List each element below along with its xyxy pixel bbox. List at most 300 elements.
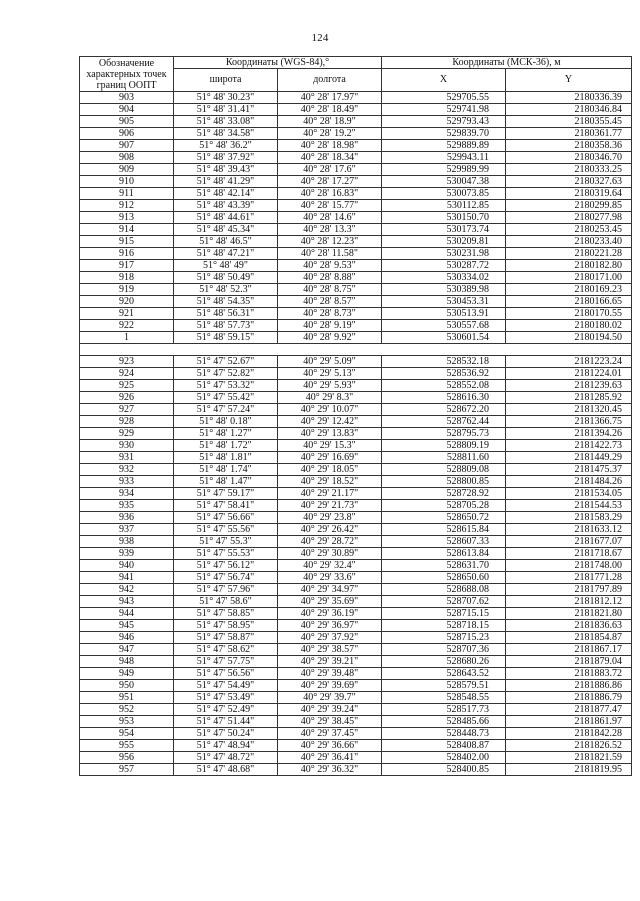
y-coordinate-cell: 2181633.12 <box>506 524 632 536</box>
table-row <box>80 284 632 296</box>
latitude-cell: 51° 47' 52.49" <box>174 704 278 716</box>
latitude-cell: 51° 48' 49" <box>174 260 278 272</box>
header-wgs84-group: Координаты (WGS-84),° <box>174 57 382 69</box>
longitude-cell: 40° 28' 16.83" <box>278 188 382 200</box>
table-row <box>80 392 632 404</box>
longitude-cell: 40° 28' 18.34" <box>278 152 382 164</box>
x-coordinate-cell: 528715.15 <box>382 608 506 620</box>
latitude-cell: 51° 48' 56.31" <box>174 308 278 320</box>
point-id-cell: 954 <box>80 728 174 740</box>
y-coordinate-cell: 2181718.67 <box>506 548 632 560</box>
longitude-cell: 40° 29' 15.3" <box>278 440 382 452</box>
point-id-cell: 920 <box>80 296 174 308</box>
latitude-cell: 51° 47' 55.42" <box>174 392 278 404</box>
point-id-cell: 930 <box>80 440 174 452</box>
y-coordinate-cell: 2181320.45 <box>506 404 632 416</box>
longitude-cell: 40° 29' 5.09" <box>278 356 382 368</box>
y-coordinate-cell: 2180319.64 <box>506 188 632 200</box>
latitude-cell: 51° 48' 36.2" <box>174 140 278 152</box>
y-coordinate-cell: 2181449.29 <box>506 452 632 464</box>
point-id-cell: 927 <box>80 404 174 416</box>
x-coordinate-cell: 530209.81 <box>382 236 506 248</box>
longitude-cell: 40° 29' 36.32" <box>278 764 382 776</box>
latitude-cell: 51° 48' 45.34" <box>174 224 278 236</box>
table-row <box>80 764 632 776</box>
section-separator-row <box>80 344 632 356</box>
longitude-cell: 40° 29' 18.05" <box>278 464 382 476</box>
longitude-cell: 40° 28' 9.53" <box>278 260 382 272</box>
longitude-cell: 40° 29' 10.07" <box>278 404 382 416</box>
latitude-cell: 51° 48' 1.27" <box>174 428 278 440</box>
table-row <box>80 464 632 476</box>
x-coordinate-cell: 528552.08 <box>382 380 506 392</box>
x-coordinate-cell: 528613.84 <box>382 548 506 560</box>
point-id-cell: 906 <box>80 128 174 140</box>
y-coordinate-cell: 2181842.28 <box>506 728 632 740</box>
latitude-cell: 51° 48' 54.35" <box>174 296 278 308</box>
longitude-cell: 40° 28' 19.2" <box>278 128 382 140</box>
longitude-cell: 40° 29' 18.52" <box>278 476 382 488</box>
longitude-cell: 40° 29' 21.17" <box>278 488 382 500</box>
x-coordinate-cell: 528400.85 <box>382 764 506 776</box>
x-coordinate-cell: 528762.44 <box>382 416 506 428</box>
x-coordinate-cell: 528650.60 <box>382 572 506 584</box>
longitude-cell: 40° 29' 36.19" <box>278 608 382 620</box>
x-coordinate-cell: 528650.72 <box>382 512 506 524</box>
point-id-cell: 921 <box>80 308 174 320</box>
x-coordinate-cell: 528532.18 <box>382 356 506 368</box>
table-row <box>80 596 632 608</box>
longitude-cell: 40° 28' 12.23" <box>278 236 382 248</box>
x-coordinate-cell: 528811.60 <box>382 452 506 464</box>
table-row <box>80 752 632 764</box>
table-row <box>80 632 632 644</box>
point-id-cell: 932 <box>80 464 174 476</box>
x-coordinate-cell: 528579.51 <box>382 680 506 692</box>
latitude-cell: 51° 47' 50.24" <box>174 728 278 740</box>
y-coordinate-cell: 2181475.37 <box>506 464 632 476</box>
y-coordinate-cell: 2180194.50 <box>506 332 632 344</box>
longitude-cell: 40° 29' 26.42" <box>278 524 382 536</box>
longitude-cell: 40° 29' 37.92" <box>278 632 382 644</box>
latitude-cell: 51° 48' 46.5" <box>174 236 278 248</box>
latitude-cell: 51° 47' 57.24" <box>174 404 278 416</box>
y-coordinate-cell: 2181285.92 <box>506 392 632 404</box>
table-row <box>80 92 632 104</box>
table-row <box>80 380 632 392</box>
x-coordinate-cell: 529943.11 <box>382 152 506 164</box>
point-id-cell: 903 <box>80 92 174 104</box>
point-id-cell: 1 <box>80 332 174 344</box>
table-row <box>80 500 632 512</box>
y-coordinate-cell: 2180336.39 <box>506 92 632 104</box>
point-id-cell: 917 <box>80 260 174 272</box>
latitude-cell: 51° 47' 59.17" <box>174 488 278 500</box>
y-coordinate-cell: 2180346.70 <box>506 152 632 164</box>
latitude-cell: 51° 48' 39.43" <box>174 164 278 176</box>
table-row <box>80 308 632 320</box>
table-row <box>80 428 632 440</box>
y-coordinate-cell: 2181877.47 <box>506 704 632 716</box>
longitude-cell: 40° 29' 37.45" <box>278 728 382 740</box>
longitude-cell: 40° 29' 33.6" <box>278 572 382 584</box>
longitude-cell: 40° 29' 39.69" <box>278 680 382 692</box>
table-body <box>80 92 632 776</box>
x-coordinate-cell: 528688.08 <box>382 584 506 596</box>
table-row <box>80 224 632 236</box>
y-coordinate-cell: 2180171.00 <box>506 272 632 284</box>
y-coordinate-cell: 2181836.63 <box>506 620 632 632</box>
table-row <box>80 584 632 596</box>
y-coordinate-cell: 2180327.63 <box>506 176 632 188</box>
x-coordinate-cell: 528607.33 <box>382 536 506 548</box>
table-row <box>80 488 632 500</box>
longitude-cell: 40° 29' 32.4" <box>278 560 382 572</box>
point-id-cell: 943 <box>80 596 174 608</box>
latitude-cell: 51° 47' 48.94" <box>174 740 278 752</box>
point-id-cell: 912 <box>80 200 174 212</box>
longitude-cell: 40° 29' 34.97" <box>278 584 382 596</box>
table-row <box>80 140 632 152</box>
point-id-cell: 911 <box>80 188 174 200</box>
latitude-cell: 51° 47' 52.82" <box>174 368 278 380</box>
x-coordinate-cell: 528680.26 <box>382 656 506 668</box>
y-coordinate-cell: 2180169.23 <box>506 284 632 296</box>
longitude-cell: 40° 29' 28.72" <box>278 536 382 548</box>
longitude-cell: 40° 29' 13.83" <box>278 428 382 440</box>
x-coordinate-cell: 530047.38 <box>382 176 506 188</box>
y-coordinate-cell: 2180355.45 <box>506 116 632 128</box>
longitude-cell: 40° 29' 38.45" <box>278 716 382 728</box>
table-row <box>80 656 632 668</box>
table-row <box>80 536 632 548</box>
point-id-cell: 936 <box>80 512 174 524</box>
point-id-cell: 916 <box>80 248 174 260</box>
longitude-cell: 40° 28' 14.6" <box>278 212 382 224</box>
point-id-cell: 924 <box>80 368 174 380</box>
table-row <box>80 404 632 416</box>
point-id-cell: 957 <box>80 764 174 776</box>
y-coordinate-cell: 2181771.28 <box>506 572 632 584</box>
y-coordinate-cell: 2181583.29 <box>506 512 632 524</box>
x-coordinate-cell: 530513.91 <box>382 308 506 320</box>
point-id-cell: 933 <box>80 476 174 488</box>
table-row <box>80 560 632 572</box>
latitude-cell: 51° 47' 55.53" <box>174 548 278 560</box>
x-coordinate-cell: 530601.54 <box>382 332 506 344</box>
x-coordinate-cell: 528408.87 <box>382 740 506 752</box>
latitude-cell: 51° 47' 54.49" <box>174 680 278 692</box>
longitude-cell: 40° 28' 17.27" <box>278 176 382 188</box>
point-id-cell: 919 <box>80 284 174 296</box>
point-id-cell: 949 <box>80 668 174 680</box>
point-id-cell: 947 <box>80 644 174 656</box>
latitude-cell: 51° 48' 1.81" <box>174 452 278 464</box>
y-coordinate-cell: 2180253.45 <box>506 224 632 236</box>
latitude-cell: 51° 48' 33.08" <box>174 116 278 128</box>
longitude-cell: 40° 29' 16.69" <box>278 452 382 464</box>
longitude-cell: 40° 28' 18.49" <box>278 104 382 116</box>
y-coordinate-cell: 2181223.24 <box>506 356 632 368</box>
longitude-cell: 40° 28' 11.58" <box>278 248 382 260</box>
x-coordinate-cell: 528809.08 <box>382 464 506 476</box>
y-coordinate-cell: 2181484.26 <box>506 476 632 488</box>
point-id-cell: 948 <box>80 656 174 668</box>
point-id-cell: 929 <box>80 428 174 440</box>
latitude-cell: 51° 47' 52.67" <box>174 356 278 368</box>
latitude-cell: 51° 48' 52.3" <box>174 284 278 296</box>
point-id-cell: 955 <box>80 740 174 752</box>
latitude-cell: 51° 48' 1.47" <box>174 476 278 488</box>
longitude-cell: 40° 28' 8.88" <box>278 272 382 284</box>
point-id-cell: 931 <box>80 452 174 464</box>
longitude-cell: 40° 29' 36.97" <box>278 620 382 632</box>
point-id-cell: 923 <box>80 356 174 368</box>
y-coordinate-cell: 2181812.12 <box>506 596 632 608</box>
x-coordinate-cell: 528728.92 <box>382 488 506 500</box>
y-coordinate-cell: 2180277.98 <box>506 212 632 224</box>
table-row <box>80 716 632 728</box>
point-id-cell: 907 <box>80 140 174 152</box>
x-coordinate-cell: 529989.99 <box>382 164 506 176</box>
longitude-cell: 40° 29' 39.21" <box>278 656 382 668</box>
point-id-cell: 904 <box>80 104 174 116</box>
latitude-cell: 51° 48' 41.29" <box>174 176 278 188</box>
header-msk36-group: Координаты (МСК-36), м <box>382 57 632 69</box>
x-coordinate-cell: 530231.98 <box>382 248 506 260</box>
x-coordinate-cell: 528402.00 <box>382 752 506 764</box>
y-coordinate-cell: 2180166.65 <box>506 296 632 308</box>
table-row <box>80 572 632 584</box>
latitude-cell: 51° 47' 58.85" <box>174 608 278 620</box>
y-coordinate-cell: 2180182.80 <box>506 260 632 272</box>
y-coordinate-cell: 2180346.84 <box>506 104 632 116</box>
point-id-cell: 945 <box>80 620 174 632</box>
header-x: X <box>382 69 506 92</box>
y-coordinate-cell: 2181748.00 <box>506 560 632 572</box>
longitude-cell: 40° 29' 5.13" <box>278 368 382 380</box>
longitude-cell: 40° 29' 39.24" <box>278 704 382 716</box>
point-id-cell: 939 <box>80 548 174 560</box>
longitude-cell: 40° 29' 36.66" <box>278 740 382 752</box>
latitude-cell: 51° 47' 53.49" <box>174 692 278 704</box>
point-id-cell: 952 <box>80 704 174 716</box>
y-coordinate-cell: 2181224.01 <box>506 368 632 380</box>
x-coordinate-cell: 530073.85 <box>382 188 506 200</box>
table-row <box>80 692 632 704</box>
x-coordinate-cell: 530334.02 <box>382 272 506 284</box>
y-coordinate-cell: 2181861.97 <box>506 716 632 728</box>
table-row <box>80 704 632 716</box>
y-coordinate-cell: 2181677.07 <box>506 536 632 548</box>
x-coordinate-cell: 528616.30 <box>382 392 506 404</box>
latitude-cell: 51° 47' 57.75" <box>174 656 278 668</box>
table-row <box>80 644 632 656</box>
header-latitude: широта <box>174 69 278 92</box>
longitude-cell: 40° 29' 8.3" <box>278 392 382 404</box>
longitude-cell: 40° 29' 12.42" <box>278 416 382 428</box>
latitude-cell: 51° 47' 56.74" <box>174 572 278 584</box>
y-coordinate-cell: 2181534.05 <box>506 488 632 500</box>
table-row <box>80 620 632 632</box>
y-coordinate-cell: 2180233.40 <box>506 236 632 248</box>
table-row <box>80 272 632 284</box>
y-coordinate-cell: 2181422.73 <box>506 440 632 452</box>
latitude-cell: 51° 47' 57.96" <box>174 584 278 596</box>
x-coordinate-cell: 530287.72 <box>382 260 506 272</box>
point-id-cell: 910 <box>80 176 174 188</box>
y-coordinate-cell: 2180299.85 <box>506 200 632 212</box>
x-coordinate-cell: 528707.36 <box>382 644 506 656</box>
latitude-cell: 51° 47' 51.44" <box>174 716 278 728</box>
point-id-cell: 935 <box>80 500 174 512</box>
latitude-cell: 51° 47' 55.56" <box>174 524 278 536</box>
table-row <box>80 440 632 452</box>
point-id-cell: 953 <box>80 716 174 728</box>
point-id-cell: 934 <box>80 488 174 500</box>
latitude-cell: 51° 47' 58.6" <box>174 596 278 608</box>
latitude-cell: 51° 48' 57.73" <box>174 320 278 332</box>
table-row <box>80 524 632 536</box>
point-id-cell: 915 <box>80 236 174 248</box>
table-row <box>80 188 632 200</box>
x-coordinate-cell: 529705.55 <box>382 92 506 104</box>
point-id-cell: 942 <box>80 584 174 596</box>
table-row <box>80 176 632 188</box>
longitude-cell: 40° 29' 36.41" <box>278 752 382 764</box>
point-id-cell: 944 <box>80 608 174 620</box>
latitude-cell: 51° 47' 56.66" <box>174 512 278 524</box>
latitude-cell: 51° 48' 0.18" <box>174 416 278 428</box>
point-id-cell: 909 <box>80 164 174 176</box>
y-coordinate-cell: 2181879.04 <box>506 656 632 668</box>
y-coordinate-cell: 2181854.87 <box>506 632 632 644</box>
table-row <box>80 236 632 248</box>
latitude-cell: 51° 48' 47.21" <box>174 248 278 260</box>
x-coordinate-cell: 528705.28 <box>382 500 506 512</box>
point-id-cell: 908 <box>80 152 174 164</box>
point-id-cell: 913 <box>80 212 174 224</box>
latitude-cell: 51° 47' 58.95" <box>174 620 278 632</box>
table-row <box>80 296 632 308</box>
table-row <box>80 608 632 620</box>
x-coordinate-cell: 528631.70 <box>382 560 506 572</box>
x-coordinate-cell: 530112.85 <box>382 200 506 212</box>
y-coordinate-cell: 2180333.25 <box>506 164 632 176</box>
y-coordinate-cell: 2181886.86 <box>506 680 632 692</box>
x-coordinate-cell: 528715.23 <box>382 632 506 644</box>
table-row <box>80 668 632 680</box>
table-row <box>80 200 632 212</box>
x-coordinate-cell: 528795.73 <box>382 428 506 440</box>
longitude-cell: 40° 28' 17.6" <box>278 164 382 176</box>
table-row <box>80 152 632 164</box>
y-coordinate-cell: 2180358.36 <box>506 140 632 152</box>
latitude-cell: 51° 47' 53.32" <box>174 380 278 392</box>
table-row <box>80 680 632 692</box>
table-row <box>80 452 632 464</box>
table-row <box>80 260 632 272</box>
latitude-cell: 51° 47' 48.72" <box>174 752 278 764</box>
latitude-cell: 51° 48' 34.58" <box>174 128 278 140</box>
table-row <box>80 368 632 380</box>
longitude-cell: 40° 29' 39.48" <box>278 668 382 680</box>
y-coordinate-cell: 2180221.28 <box>506 248 632 260</box>
y-coordinate-cell: 2181366.75 <box>506 416 632 428</box>
point-id-cell: 914 <box>80 224 174 236</box>
x-coordinate-cell: 529839.70 <box>382 128 506 140</box>
y-coordinate-cell: 2180170.55 <box>506 308 632 320</box>
longitude-cell: 40° 29' 38.57" <box>278 644 382 656</box>
latitude-cell: 51° 48' 59.15" <box>174 332 278 344</box>
latitude-cell: 51° 47' 58.62" <box>174 644 278 656</box>
latitude-cell: 51° 48' 1.72" <box>174 440 278 452</box>
y-coordinate-cell: 2181239.63 <box>506 380 632 392</box>
y-coordinate-cell: 2181821.80 <box>506 608 632 620</box>
longitude-cell: 40° 29' 5.93" <box>278 380 382 392</box>
x-coordinate-cell: 530557.68 <box>382 320 506 332</box>
table-row <box>80 332 632 344</box>
longitude-cell: 40° 28' 17.97" <box>278 92 382 104</box>
latitude-cell: 51° 47' 56.12" <box>174 560 278 572</box>
point-id-cell: 918 <box>80 272 174 284</box>
page-number: 124 <box>311 32 329 44</box>
point-id-cell: 940 <box>80 560 174 572</box>
table-row <box>80 128 632 140</box>
table-row <box>80 476 632 488</box>
point-id-cell: 922 <box>80 320 174 332</box>
x-coordinate-cell: 529741.98 <box>382 104 506 116</box>
point-id-cell: 950 <box>80 680 174 692</box>
point-id-cell: 946 <box>80 632 174 644</box>
table-row <box>80 104 632 116</box>
latitude-cell: 51° 48' 37.92" <box>174 152 278 164</box>
latitude-cell: 51° 47' 48.68" <box>174 764 278 776</box>
y-coordinate-cell: 2180180.02 <box>506 320 632 332</box>
latitude-cell: 51° 48' 31.41" <box>174 104 278 116</box>
x-coordinate-cell: 528643.52 <box>382 668 506 680</box>
latitude-cell: 51° 48' 1.74" <box>174 464 278 476</box>
latitude-cell: 51° 48' 43.39" <box>174 200 278 212</box>
header-point-designation: Обозначение характерных точек границ ООПТ <box>80 57 174 92</box>
longitude-cell: 40° 28' 18.9" <box>278 116 382 128</box>
latitude-cell: 51° 47' 58.41" <box>174 500 278 512</box>
table-row <box>80 548 632 560</box>
latitude-cell: 51° 48' 44.61" <box>174 212 278 224</box>
longitude-cell: 40° 28' 9.19" <box>278 320 382 332</box>
longitude-cell: 40° 29' 39.7" <box>278 692 382 704</box>
x-coordinate-cell: 528718.15 <box>382 620 506 632</box>
point-id-cell: 928 <box>80 416 174 428</box>
table-row <box>80 356 632 368</box>
latitude-cell: 51° 48' 42.14" <box>174 188 278 200</box>
longitude-cell: 40° 29' 21.73" <box>278 500 382 512</box>
point-id-cell: 938 <box>80 536 174 548</box>
y-coordinate-cell: 2181544.53 <box>506 500 632 512</box>
point-id-cell: 937 <box>80 524 174 536</box>
separator-cell <box>80 344 632 356</box>
longitude-cell: 40° 29' 23.8" <box>278 512 382 524</box>
table-row <box>80 320 632 332</box>
latitude-cell: 51° 47' 56.56" <box>174 668 278 680</box>
y-coordinate-cell: 2181797.89 <box>506 584 632 596</box>
x-coordinate-cell: 528615.84 <box>382 524 506 536</box>
y-coordinate-cell: 2181867.17 <box>506 644 632 656</box>
x-coordinate-cell: 530173.74 <box>382 224 506 236</box>
x-coordinate-cell: 528485.66 <box>382 716 506 728</box>
x-coordinate-cell: 528448.73 <box>382 728 506 740</box>
coordinates-table <box>79 56 632 776</box>
